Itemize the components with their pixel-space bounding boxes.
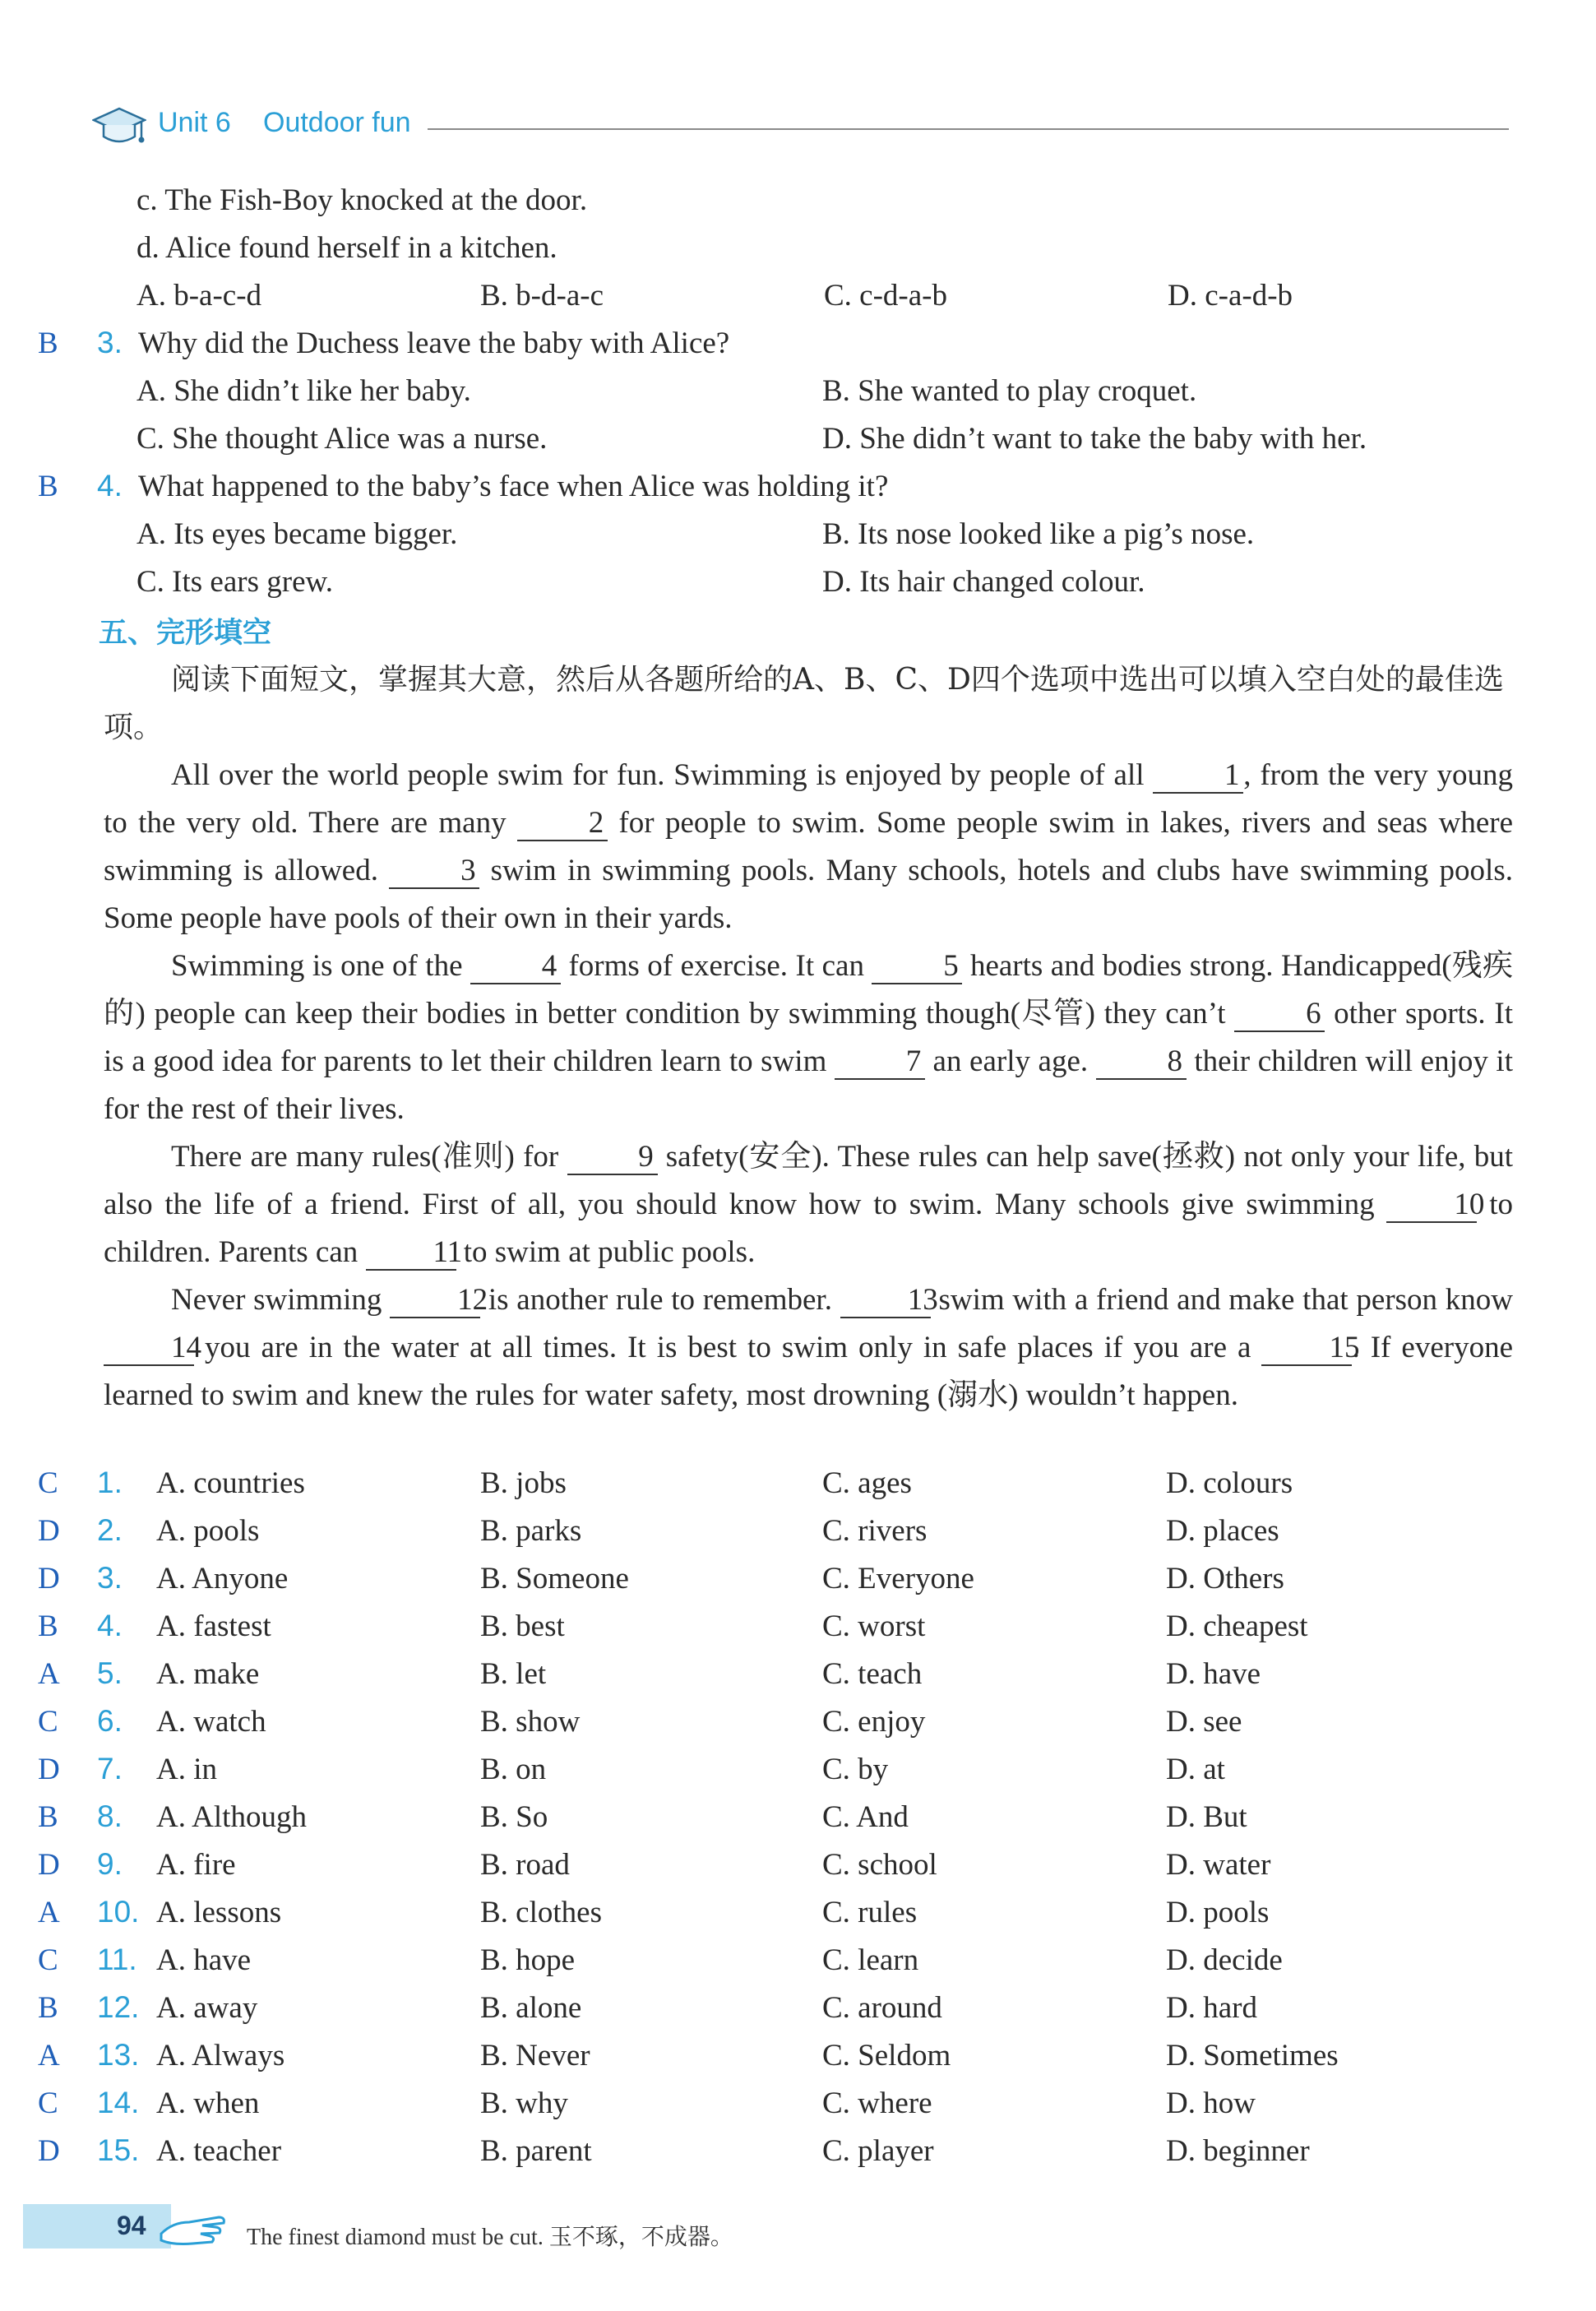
option-a: A. make [156,1657,260,1691]
cloze-blank-11: 11 [366,1237,456,1271]
page-number: 94 [117,2211,146,2240]
question-number: 3. [97,1561,123,1595]
passage-paragraph [104,752,1513,942]
option-a: A. She didn’t like her baby. [136,374,471,408]
passage-paragraph [104,1133,1513,1276]
question-number: 4. [97,1609,123,1642]
answer-mark: C [38,1466,58,1500]
cloze-blank-10: 10 [1386,1189,1477,1223]
option-b: B. let [480,1657,547,1691]
option-c: C. by [822,1753,889,1786]
question-number: 7. [97,1752,123,1785]
answer-mark: B [38,1991,58,2025]
passage-text: hearts and bodies strong. Handicapped(残疾的) people can keep their bodies in better condition by swimming though(尽管) they can’t [104,949,1513,1030]
answer-mark: D [38,2134,60,2168]
option-c: C. ages [822,1466,912,1500]
option-d: D. Sometimes [1166,2039,1339,2072]
option-c: C. She thought Alice was a nurse. [136,422,548,456]
option-c: C. school [822,1848,937,1882]
option-a: A. countries [156,1466,305,1500]
option-d: D. decide [1166,1943,1283,1977]
option-c: C. rivers [822,1514,928,1548]
question-number: 12. [97,1990,140,2024]
option-c: C. teach [822,1657,923,1691]
option-d: D. She didn’t want to take the baby with her. [822,422,1367,456]
question-number: 1. [97,1466,123,1499]
option-d: D. colours [1166,1466,1293,1500]
passage-text: Never swimming [171,1283,391,1317]
option-a: A. have [156,1943,252,1977]
cloze-blank-7: 7 [835,1046,925,1080]
passage-text: an early age. [924,1044,1096,1078]
option-a: A. watch [156,1705,266,1739]
passage-text: forms of exercise. It can [560,949,872,983]
option-c: C. where [822,2086,932,2120]
question-number: 15. [97,2133,140,2167]
answer-mark: C [38,2086,58,2120]
passage-text: their children will enjoy it for the rest of their lives. [104,1044,1513,1126]
option-b: B. parks [480,1514,582,1548]
passage-text: , from the very young to the very old. There are many [104,758,1514,840]
passage-paragraph [104,942,1513,1133]
option-a: A. teacher [156,2134,282,2168]
question-number: 8. [97,1799,123,1833]
section-title: 五、完形填空 [99,617,272,649]
question-number: 10. [97,1895,140,1929]
option-a: A. fastest [156,1609,271,1643]
cloze-blank-14: 14 [104,1332,194,1366]
option-b: B. Never [480,2039,590,2072]
option-a: A. Although [156,1800,307,1834]
option-b: B. alone [480,1991,582,2025]
question-number: 2. [97,1513,123,1547]
option-d: D. But [1166,1800,1247,1834]
option-c: C. Everyone [822,1562,974,1595]
option-d: D. cheapest [1166,1609,1308,1643]
option-b: B. Its nose looked like a pig’s nose. [822,517,1255,551]
cloze-blank-6: 6 [1234,998,1325,1032]
passage-text: safety(安全). These rules can help save(拯救) not only your life, but also the life of a friend. First of all, you should know how to swim. Many schools give swimming [104,1140,1514,1221]
option-a: A. lessons [156,1896,282,1929]
footer-motto: The finest diamond must be cut. 玉不琢，不成器。 [247,2225,733,2250]
section-instruction: 阅读下面短文，掌握其大意，然后从各题所给的A、B、C、D四个选项中选出可以填入空白处的最佳选项。 [104,663,1504,744]
prev-option-c: C. c-d-a-b [824,279,947,313]
passage-paragraph [104,1276,1513,1419]
question-number: 13. [97,2038,140,2072]
answer-mark: A [38,2039,60,2072]
prev-option-b: B. b-d-a-c [480,279,604,313]
question-number: 11. [97,1943,137,1976]
option-c: C. around [822,1991,942,2025]
passage-text: Swimming is one of the [171,949,470,983]
cloze-blank-12: 12 [390,1285,480,1318]
answer-mark: D [38,1562,60,1595]
question-text: Why did the Duchess leave the baby with Alice? [138,327,730,360]
option-c: C. rules [822,1896,918,1929]
option-b: B. show [480,1705,581,1739]
option-a: A. in [156,1753,217,1786]
cloze-blank-3: 3 [389,855,479,889]
answer-mark: D [38,1848,60,1882]
option-b: B. She wanted to play croquet. [822,374,1197,408]
passage-text: you are in the water at all times. It is best to swim only in safe places if you are a [194,1331,1262,1364]
option-d: D. pools [1166,1896,1270,1929]
option-b: B. why [480,2086,568,2120]
cloze-blank-2: 2 [517,808,608,841]
passage-text: All over the world people swim for fun. Swimming is enjoyed by people of all [171,758,1154,792]
answer-mark: B [38,470,58,503]
option-b: B. best [480,1609,565,1643]
option-d: D. hard [1166,1991,1257,2025]
cloze-blank-5: 5 [872,951,962,984]
option-a: A. Anyone [156,1562,289,1595]
option-c: C. Its ears grew. [136,565,334,599]
option-b: B. clothes [480,1896,602,1929]
option-d: D. at [1166,1753,1225,1786]
question-number: 14. [97,2086,140,2119]
cloze-blank-9: 9 [567,1142,658,1175]
question-number: 6. [97,1704,123,1738]
passage-text: There are many rules(准则) for [171,1140,567,1174]
option-d: D. how [1166,2086,1256,2120]
option-d: D. see [1166,1705,1242,1739]
prev-item-d: d. Alice found herself in a kitchen. [136,231,557,265]
option-d: D. places [1166,1514,1279,1548]
option-a: A. away [156,1991,258,2025]
option-d: D. water [1166,1848,1271,1882]
passage-text: . If everyone learned to swim and knew the rules for water safety, most drowning (溺水) wouldn’t happen. [104,1331,1513,1412]
option-c: C. And [822,1800,909,1834]
option-b: B. hope [480,1943,576,1977]
option-a: A. when [156,2086,260,2120]
option-d: D. Others [1166,1562,1284,1595]
option-b: B. parent [480,2134,592,2168]
prev-item-c: c. The Fish-Boy knocked at the door. [136,183,588,217]
option-b: B. So [480,1800,548,1834]
prev-option-d: D. c-a-d-b [1168,279,1293,313]
answer-mark: B [38,1609,58,1643]
option-d: D. have [1166,1657,1261,1691]
answer-mark: C [38,1943,58,1977]
passage-text: for people to swim. Some people swim in lakes, rivers and seas where swimming is allowed. [104,806,1513,887]
option-d: D. Its hair changed colour. [822,565,1145,599]
option-a: A. Its eyes became bigger. [136,517,458,551]
answer-mark: C [38,1705,58,1739]
header-rule [428,128,1509,130]
question-number: 4. [97,469,123,502]
passage-text: swim in swimming pools. Many schools, hotels and clubs have swimming pools. Some people have pools of their own in their yards. [104,854,1513,935]
option-c: C. learn [822,1943,919,1977]
answer-mark: D [38,1753,60,1786]
option-b: B. road [480,1848,570,1882]
cloze-blank-8: 8 [1096,1046,1187,1080]
option-b: B. Someone [480,1562,629,1595]
option-b: B. jobs [480,1466,567,1500]
question-number: 9. [97,1847,123,1881]
option-a: A. Always [156,2039,285,2072]
passage-text: to children. Parents can [104,1188,1513,1269]
passage-text: swim with a friend and make that person know [930,1283,1514,1317]
unit-label: Unit 6 [158,107,231,138]
cloze-blank-4: 4 [470,951,561,984]
option-c: C. player [822,2134,934,2168]
option-d: D. beginner [1166,2134,1310,2168]
graduation-cap-icon [92,105,146,148]
option-c: C. Seldom [822,2039,951,2072]
answer-mark: D [38,1514,60,1548]
answer-mark: B [38,1800,58,1834]
passage-text: other sports. It is a good idea for parents to let their children learn to swim [104,997,1513,1078]
option-a: A. pools [156,1514,260,1548]
cloze-blank-13: 13 [840,1285,931,1318]
option-c: C. worst [822,1609,926,1643]
option-b: B. on [480,1753,547,1786]
passage-text: to swim at public pools. [456,1235,756,1269]
question-number: 5. [97,1656,123,1690]
cloze-blank-1: 1 [1153,760,1243,794]
prev-option-a: A. b-a-c-d [136,279,262,313]
page-number-band [23,2204,171,2248]
option-a: A. fire [156,1848,236,1882]
passage-text: is another rule to remember. [480,1283,840,1317]
answer-mark: B [38,327,58,360]
option-c: C. enjoy [822,1705,926,1739]
question-number: 3. [97,326,123,359]
cloze-blank-15: 15 [1261,1332,1352,1366]
answer-mark: A [38,1896,60,1929]
unit-title: Outdoor fun [263,107,411,138]
question-text: What happened to the baby’s face when Alice was holding it? [138,470,889,503]
answer-mark: A [38,1657,60,1691]
pointing-hand-icon [156,2198,232,2252]
